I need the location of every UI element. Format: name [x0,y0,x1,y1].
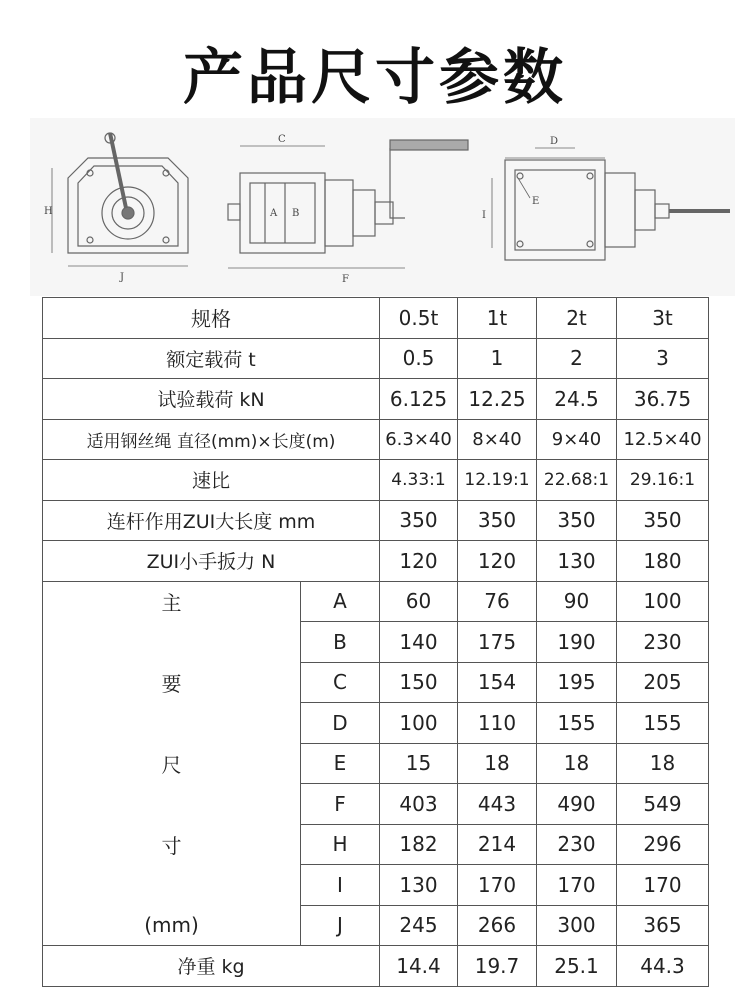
dim-group-char: 要 [43,662,301,703]
table-row [43,338,709,379]
cell: 120 [458,541,537,582]
dim-label-I: I [482,210,486,221]
cell: 214 [458,824,537,865]
cell: 230 [617,622,709,663]
cell: 14.4 [380,946,458,987]
cell: 195 [537,662,617,703]
cell: 60 [380,581,458,622]
dim-key: J [301,905,380,946]
table-row [43,946,709,987]
dimension-drawings [30,118,735,296]
cell: 245 [380,905,458,946]
dim-group-char [43,865,301,906]
dim-group-char: 尺 [43,743,301,784]
dimension-row [43,703,709,744]
dimension-row [43,865,709,906]
cell: 150 [380,662,458,703]
cell: 230 [537,824,617,865]
dimension-row [43,784,709,825]
dim-label-C: C [278,134,286,145]
cell: 76 [458,581,537,622]
dim-label-A: A [270,208,278,219]
cell: 350 [617,500,709,541]
cell: 170 [617,865,709,906]
row-label: ZUI小手扳力 N [43,541,380,582]
cell: 9×40 [537,419,617,460]
cell: 15 [380,743,458,784]
cell: 120 [380,541,458,582]
dim-label-H: H [44,206,53,217]
cell: 490 [537,784,617,825]
table-row [43,379,709,420]
cell: 549 [617,784,709,825]
row-label: 净重 kg [43,946,380,987]
dim-group-char: 主 [43,581,301,622]
cell: 29.16:1 [617,460,709,501]
cell: 19.7 [458,946,537,987]
table-header-row [43,298,709,339]
dim-key: B [301,622,380,663]
cell: 350 [380,500,458,541]
cell: 3 [617,338,709,379]
cell: 130 [537,541,617,582]
dim-key: F [301,784,380,825]
dim-label-B: B [292,208,300,219]
row-label: 速比 [43,460,380,501]
row-label: 试验载荷 kN [43,379,380,420]
dim-label-F: F [342,274,349,285]
cell: 175 [458,622,537,663]
row-label: 连杆作用ZUI大长度 mm [43,500,380,541]
row-label: 适用钢丝绳 直径(mm)×长度(m) [43,419,380,460]
table-row [43,541,709,582]
dim-group-char: (mm) [43,905,301,946]
cell: 205 [617,662,709,703]
spec-table [42,297,709,987]
cell: 296 [617,824,709,865]
cell: 1 [458,338,537,379]
cell: 18 [617,743,709,784]
dim-label-D: D [550,136,559,147]
cell: 365 [617,905,709,946]
header-label: 规格 [43,298,380,339]
cell: 170 [458,865,537,906]
dim-group-char: 寸 [43,824,301,865]
header-col: 2t [537,298,617,339]
cell: 36.75 [617,379,709,420]
cell: 0.5 [380,338,458,379]
cell: 155 [537,703,617,744]
dim-key: C [301,662,380,703]
cell: 6.3×40 [380,419,458,460]
cell: 300 [537,905,617,946]
dim-key: A [301,581,380,622]
cell: 403 [380,784,458,825]
cell: 18 [458,743,537,784]
cell: 25.1 [537,946,617,987]
cell: 24.5 [537,379,617,420]
cell: 110 [458,703,537,744]
row-label: 额定载荷 t [43,338,380,379]
header-col: 0.5t [380,298,458,339]
cell: 155 [617,703,709,744]
cell: 22.68:1 [537,460,617,501]
cell: 12.25 [458,379,537,420]
dim-key: I [301,865,380,906]
dim-group-char [43,622,301,663]
cell: 130 [380,865,458,906]
dimension-row [43,581,709,622]
cell: 100 [617,581,709,622]
cell: 180 [617,541,709,582]
dimension-row [43,743,709,784]
dim-group-char [43,784,301,825]
dimension-row [43,662,709,703]
table-row [43,419,709,460]
dim-group-char [43,703,301,744]
cell: 12.5×40 [617,419,709,460]
page-title: 产品尺寸参数 [183,43,567,113]
cell: 90 [537,581,617,622]
cell: 4.33:1 [380,460,458,501]
cell: 350 [537,500,617,541]
dim-label-J: J [120,272,125,283]
cell: 6.125 [380,379,458,420]
cell: 2 [537,338,617,379]
dimension-row [43,824,709,865]
dim-label-E: E [532,196,540,207]
cell: 12.19:1 [458,460,537,501]
cell: 44.3 [617,946,709,987]
dim-key: D [301,703,380,744]
header-col: 1t [458,298,537,339]
dim-key: H [301,824,380,865]
cell: 140 [380,622,458,663]
cell: 443 [458,784,537,825]
dimension-row [43,622,709,663]
cell: 100 [380,703,458,744]
winch-drawing-svg [30,118,735,296]
cell: 266 [458,905,537,946]
header-col: 3t [617,298,709,339]
cell: 350 [458,500,537,541]
cell: 190 [537,622,617,663]
cell: 8×40 [458,419,537,460]
dimension-row [43,905,709,946]
cell: 182 [380,824,458,865]
table-row [43,460,709,501]
cell: 170 [537,865,617,906]
dim-key: E [301,743,380,784]
cell: 154 [458,662,537,703]
table-row [43,500,709,541]
cell: 18 [537,743,617,784]
